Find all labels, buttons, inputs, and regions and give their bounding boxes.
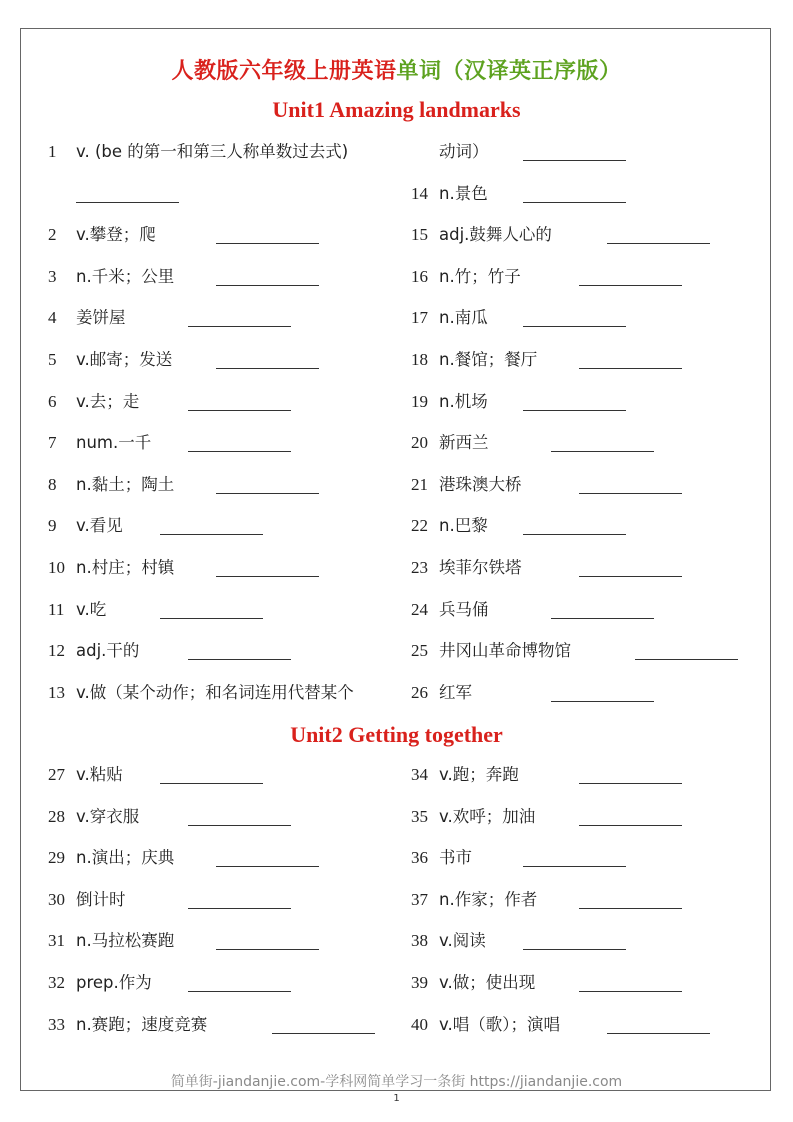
item-number: 2 [48, 225, 57, 245]
chinese-meaning: 新西兰 [439, 433, 489, 453]
answer-blank[interactable] [579, 493, 682, 494]
unit2-left-row [48, 889, 388, 911]
unit2-right-row [411, 930, 751, 952]
item-number: 14 [411, 183, 428, 203]
answer-blank[interactable] [160, 783, 263, 784]
unit1-left-row [48, 391, 388, 413]
unit2-right-row [411, 889, 751, 911]
answer-blank[interactable] [579, 576, 682, 577]
chinese-meaning: 书市 [439, 848, 472, 868]
unit2-left-row [48, 1014, 388, 1036]
item-number: 39 [411, 973, 428, 992]
item-number: 31 [48, 931, 65, 951]
item-number: 17 [411, 308, 428, 328]
chinese-meaning: n.竹；竹子 [439, 266, 521, 286]
unit2-right-row [411, 847, 751, 869]
unit2-right-row [411, 1014, 751, 1036]
answer-blank[interactable] [188, 825, 291, 826]
answer-blank[interactable] [188, 451, 291, 452]
footer-watermark: 简单街-jiandanjie.com-学科网简单学习一条街 https://jiandanjie.com [170, 1074, 623, 1090]
item-number: 35 [411, 806, 428, 826]
answer-blank[interactable] [216, 866, 319, 867]
unit1-left-row [48, 474, 388, 496]
chinese-meaning: n.景色 [439, 183, 488, 203]
answer-blank[interactable] [551, 451, 654, 452]
chinese-meaning: v.做；使出现 [439, 973, 536, 992]
answer-blank[interactable] [523, 202, 626, 203]
unit1-left-row [48, 349, 388, 371]
answer-blank[interactable] [188, 908, 291, 909]
answer-blank[interactable] [188, 410, 291, 411]
item-number: 8 [48, 474, 57, 494]
item-number: 19 [411, 391, 428, 411]
answer-blank[interactable] [188, 326, 291, 327]
chinese-meaning: adj.鼓舞人心的 [439, 225, 552, 245]
chinese-meaning: num.一千 [76, 433, 152, 453]
unit1-right-row [411, 557, 751, 579]
chinese-meaning: v. (be 的第一和第三人称单数过去式) [76, 142, 349, 161]
unit1-right-row [411, 307, 751, 329]
chinese-meaning: 动词） [439, 142, 489, 161]
chinese-meaning: n.餐馆；餐厅 [439, 350, 538, 369]
item-number: 40 [411, 1014, 428, 1034]
answer-blank[interactable] [272, 1033, 375, 1034]
item-number: 3 [48, 266, 57, 286]
unit1-left-row [48, 682, 388, 704]
unit2-right-row [411, 764, 751, 786]
answer-blank[interactable] [579, 368, 682, 369]
title-red-part: 人教版六年级上册英语 [171, 59, 397, 84]
item-number: 7 [48, 433, 57, 453]
unit2-heading: Unit2 Getting together [290, 722, 503, 747]
unit2-left-row [48, 972, 388, 994]
chinese-meaning: 井冈山革命博物馆 [439, 641, 571, 661]
item-number: 38 [411, 931, 428, 951]
chinese-meaning: 港珠澳大桥 [439, 474, 522, 494]
page-title [0, 54, 793, 85]
unit1-right-row [411, 474, 751, 496]
item-number: 10 [48, 558, 65, 577]
item-number: 32 [48, 973, 65, 992]
unit1-left-row [48, 183, 388, 205]
item-number: 15 [411, 225, 428, 245]
chinese-meaning: n.千米；公里 [76, 266, 175, 286]
unit1-left-row [48, 557, 388, 579]
unit1-heading: Unit1 Amazing landmarks [272, 97, 521, 122]
chinese-meaning: v.吃 [76, 599, 107, 619]
answer-blank[interactable] [551, 701, 654, 702]
unit2-left-row [48, 930, 388, 952]
unit1-left-row [48, 266, 388, 288]
item-number: 33 [48, 1014, 65, 1034]
answer-blank[interactable] [216, 493, 319, 494]
unit1-right-row [411, 682, 751, 704]
chinese-meaning: v.攀登；爬 [76, 225, 156, 245]
unit1-right-row [411, 640, 751, 662]
unit1-right-row [411, 391, 751, 413]
item-number: 9 [48, 516, 57, 536]
chinese-meaning: n.机场 [439, 391, 488, 411]
chinese-meaning: v.穿衣服 [76, 806, 140, 826]
answer-blank[interactable] [188, 659, 291, 660]
item-number: 29 [48, 848, 65, 868]
answer-blank[interactable] [523, 326, 626, 327]
unit1-right-row [411, 349, 751, 371]
unit2-left-row [48, 847, 388, 869]
item-number: 34 [411, 765, 428, 784]
page-number: 1 [393, 1093, 400, 1104]
item-number: 24 [411, 599, 428, 619]
chinese-meaning: adj.干的 [76, 641, 140, 661]
chinese-meaning: n.马拉松赛跑 [76, 931, 175, 951]
answer-blank[interactable] [579, 908, 682, 909]
chinese-meaning: v.阅读 [439, 931, 486, 951]
answer-blank[interactable] [216, 243, 319, 244]
title-green-part: 单词（汉译英正序版） [396, 59, 622, 84]
chinese-meaning: v.跑；奔跑 [439, 765, 519, 784]
chinese-meaning: n.赛跑；速度竞赛 [76, 1014, 208, 1034]
unit1-left-row [48, 307, 388, 329]
item-number: 36 [411, 848, 428, 868]
answer-blank[interactable] [523, 866, 626, 867]
item-number: 23 [411, 558, 428, 577]
answer-blank[interactable] [579, 825, 682, 826]
item-number: 18 [411, 350, 428, 369]
chinese-meaning: n.作家；作者 [439, 889, 538, 909]
answer-blank[interactable] [188, 991, 291, 992]
chinese-meaning: v.唱（歌）；演唱 [439, 1014, 560, 1034]
item-number: 26 [411, 682, 428, 702]
chinese-meaning: prep.作为 [76, 973, 152, 992]
item-number: 1 [48, 142, 57, 161]
unit2-right-row [411, 972, 751, 994]
unit1-right-row [411, 224, 751, 246]
unit1-right-row [411, 141, 751, 163]
chinese-meaning: v.邮寄；发送 [76, 350, 173, 369]
item-number: 4 [48, 308, 57, 328]
answer-blank[interactable] [216, 368, 319, 369]
chinese-meaning: v.做（某个动作；和名词连用代替某个 [76, 682, 354, 702]
answer-blank[interactable] [551, 618, 654, 619]
unit2-right-row [411, 806, 751, 828]
answer-blank[interactable] [160, 534, 263, 535]
answer-blank[interactable] [579, 285, 682, 286]
chinese-meaning: n.黏土；陶土 [76, 474, 175, 494]
item-number: 6 [48, 391, 57, 411]
item-number: 16 [411, 266, 428, 286]
unit1-right-row [411, 183, 751, 205]
unit2-left-row [48, 806, 388, 828]
answer-blank[interactable] [523, 410, 626, 411]
answer-blank[interactable] [579, 991, 682, 992]
item-number: 25 [411, 641, 428, 661]
chinese-meaning: 姜饼屋 [76, 308, 126, 328]
chinese-meaning: n.演出；庆典 [76, 848, 175, 868]
answer-blank[interactable] [160, 618, 263, 619]
answer-blank[interactable] [635, 659, 738, 660]
chinese-meaning: 红军 [439, 682, 472, 702]
unit1-left-row [48, 141, 388, 163]
chinese-meaning: v.看见 [76, 516, 123, 536]
item-number: 5 [48, 350, 57, 369]
item-number: 22 [411, 516, 428, 536]
answer-blank[interactable] [523, 534, 626, 535]
chinese-meaning: v.去；走 [76, 391, 140, 411]
item-number: 27 [48, 765, 65, 784]
unit1-left-row [48, 224, 388, 246]
chinese-meaning: n.巴黎 [439, 516, 488, 536]
item-number: 20 [411, 433, 428, 453]
chinese-meaning: 倒计时 [76, 889, 126, 909]
unit1-left-row [48, 599, 388, 621]
answer-blank[interactable] [76, 202, 179, 203]
chinese-meaning: n.村庄；村镇 [76, 558, 175, 577]
unit1-left-row [48, 640, 388, 662]
unit2-left-row [48, 764, 388, 786]
unit1-right-row [411, 599, 751, 621]
item-number: 12 [48, 641, 65, 661]
answer-blank[interactable] [607, 243, 710, 244]
chinese-meaning: 埃菲尔铁塔 [439, 558, 522, 577]
answer-blank[interactable] [523, 949, 626, 950]
item-number: 11 [48, 599, 65, 619]
answer-blank[interactable] [523, 160, 626, 161]
unit1-left-row [48, 432, 388, 454]
unit1-left-row [48, 515, 388, 537]
answer-blank[interactable] [216, 576, 319, 577]
answer-blank[interactable] [607, 1033, 710, 1034]
chinese-meaning: 兵马俑 [439, 599, 489, 619]
item-number: 28 [48, 806, 65, 826]
chinese-meaning: n.南瓜 [439, 308, 488, 328]
unit1-right-row [411, 515, 751, 537]
unit1-right-row [411, 266, 751, 288]
item-number: 37 [411, 889, 428, 909]
answer-blank[interactable] [216, 949, 319, 950]
item-number: 30 [48, 889, 65, 909]
item-number: 13 [48, 682, 65, 702]
answer-blank[interactable] [216, 285, 319, 286]
answer-blank[interactable] [579, 783, 682, 784]
chinese-meaning: v.欢呼；加油 [439, 806, 536, 826]
item-number: 21 [411, 474, 428, 494]
unit1-right-row [411, 432, 751, 454]
chinese-meaning: v.粘贴 [76, 765, 123, 784]
